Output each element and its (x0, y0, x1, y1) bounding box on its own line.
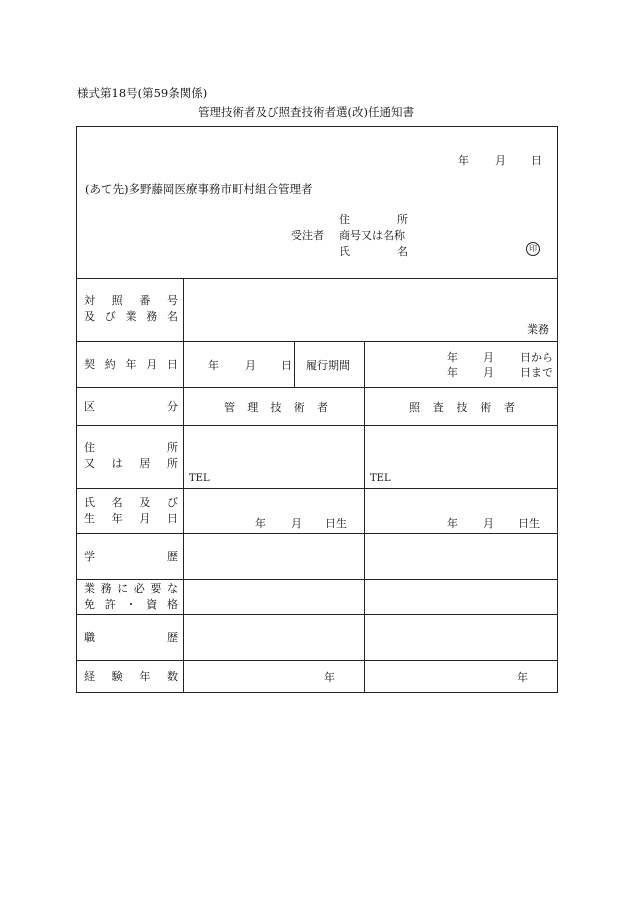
business-suffix: 業務 (527, 323, 549, 336)
manager-header-char: 理 (247, 401, 259, 414)
checker-birth-day: 日生 (518, 517, 540, 530)
checker-header-char: 技 (456, 401, 468, 414)
license-label-line-2-char: ・ (125, 598, 137, 611)
period-label-cell (295, 342, 365, 388)
career-label (77, 630, 183, 646)
education-label-char: 学 (84, 550, 95, 563)
license-label-cell (77, 580, 184, 615)
license-label-line-2-char: 免 (84, 598, 95, 611)
license-label-line-1-char: に (117, 582, 129, 595)
address-label-b: 所 (397, 213, 408, 226)
division-label-cell (77, 388, 184, 426)
license-label-line-1 (77, 581, 183, 597)
contract-year: 年 (208, 359, 219, 372)
name-label-line-2-char: 生 (84, 512, 95, 525)
experience-label-cell (77, 661, 184, 693)
license-label-line-1-char: 必 (133, 582, 145, 595)
ref-label-line-2-char: 業 (125, 310, 137, 323)
ref-label-line-2-char: 名 (167, 310, 178, 323)
address-label-line-2-char: 所 (166, 457, 178, 470)
address-label-line-1 (77, 440, 183, 456)
contract-month: 月 (245, 359, 256, 372)
name-label-line-1 (77, 495, 183, 511)
checker-header-char: 術 (480, 401, 492, 414)
name-label-line-2 (77, 511, 183, 527)
name-label-line-1-char: 及 (139, 496, 151, 509)
checker-header-char: 者 (504, 401, 515, 414)
license-label-line-1-char: 業 (84, 582, 95, 595)
company-label: 商号又は名称 (339, 229, 405, 242)
seal-mark: 印 (526, 242, 540, 256)
education-label (77, 549, 183, 565)
period-to-year: 年 (447, 366, 458, 379)
period-to-month: 月 (483, 366, 494, 379)
address-label-line-2-char: は (111, 457, 123, 470)
date-year: 年 (458, 154, 469, 167)
experience-label-char: 験 (111, 670, 123, 683)
education-label-cell (77, 534, 184, 580)
ref-label-line-1-char: 対 (84, 294, 95, 307)
date-month: 月 (495, 154, 506, 167)
license-label-line-2 (77, 597, 183, 613)
manager-education-cell[interactable] (184, 534, 365, 580)
address-label-cell (77, 426, 184, 489)
manager-header-char: 技 (270, 401, 282, 414)
name-label-cell (77, 489, 184, 534)
contract-label-char: 契 (84, 358, 95, 371)
ref-label-line-2-char: 及 (84, 310, 95, 323)
manager-header-char: 術 (293, 401, 305, 414)
checker-birth-year: 年 (447, 517, 458, 530)
name-label-line-2-char: 年 (111, 512, 123, 525)
name-label-line-2-char: 日 (166, 512, 178, 525)
notice-block (77, 127, 558, 279)
contract-date-cell[interactable] (184, 342, 295, 388)
license-label-line-1-char: な (166, 582, 178, 595)
division-label-char: 区 (84, 400, 95, 413)
address-label-line-2-char: 居 (139, 457, 151, 470)
manager-birth-month: 月 (291, 517, 302, 530)
ref-label-cell (77, 279, 184, 342)
contract-label-char: 年 (125, 358, 137, 371)
experience-label-char: 経 (84, 670, 95, 683)
career-label-char: 歴 (167, 631, 178, 644)
experience-label (77, 669, 183, 685)
contract-label (77, 357, 183, 373)
manager-license-cell[interactable] (184, 580, 365, 615)
checker-header-char: 照 (409, 401, 420, 414)
ref-label-line-2-char: び (104, 310, 116, 323)
ref-label-line-1 (77, 293, 183, 309)
date-day: 日 (531, 154, 542, 167)
checker-header-char: 査 (432, 401, 444, 414)
contract-label-char: 月 (146, 358, 158, 371)
period-to-day: 日まで (520, 366, 553, 379)
career-label-char: 職 (84, 631, 95, 644)
form-number: 様式第18号(第59条関係) (77, 86, 208, 100)
manager-header-char: 管 (224, 401, 235, 414)
license-label-line-2-char: 格 (167, 598, 178, 611)
career-label-cell (77, 615, 184, 661)
name-label-line-1-char: び (166, 496, 178, 509)
address-label-a: 住 (339, 213, 350, 226)
checker-address-cell[interactable] (365, 426, 558, 489)
manager-experience-cell[interactable] (184, 661, 365, 693)
manager-career-cell[interactable] (184, 615, 365, 661)
manager-experience-unit: 年 (324, 671, 335, 684)
manager-name-cell[interactable] (184, 489, 365, 534)
experience-label-char: 年 (139, 670, 151, 683)
contractor-label: 受注者 (291, 229, 324, 242)
contract-label-cell (77, 342, 184, 388)
period-from-month: 月 (483, 351, 494, 364)
ref-label-line-1-char: 照 (111, 294, 123, 307)
manager-birth-year: 年 (255, 517, 266, 530)
division-label-char: 分 (167, 400, 178, 413)
name-label-a: 氏 (339, 245, 350, 258)
ref-label-line-2-char: 務 (146, 310, 158, 323)
address-label-line-1-char: 所 (167, 441, 178, 454)
education-label-char: 歴 (167, 550, 178, 563)
ref-label-line-1-char: 号 (166, 294, 178, 307)
address-label-line-1-char: 住 (84, 441, 95, 454)
address-label-line-2 (77, 456, 183, 472)
checker-education-cell[interactable] (365, 534, 558, 580)
period-from-day: 日から (520, 351, 553, 364)
addressee: (あて先)多野藤岡医療事務市町村組合管理者 (85, 182, 313, 196)
checker-experience-cell[interactable] (365, 661, 558, 693)
ref-label-line-2 (77, 309, 183, 325)
name-label-line-1-char: 名 (111, 496, 123, 509)
contract-label-char: 日 (167, 358, 178, 371)
address-label-line-2-char: 又 (84, 457, 95, 470)
checker-name-cell[interactable] (365, 489, 558, 534)
name-label-line-2-char: 月 (139, 512, 151, 525)
license-label-line-1-char: 要 (150, 582, 162, 595)
checker-license-cell[interactable] (365, 580, 558, 615)
checker-birth-month: 月 (483, 517, 494, 530)
checker-career-cell[interactable] (365, 615, 558, 661)
license-label-line-2-char: 資 (146, 598, 158, 611)
checker-tel: TEL (370, 473, 391, 484)
checker-header-cell (365, 388, 558, 426)
contract-label-char: 約 (104, 358, 116, 371)
checker-header (409, 399, 515, 415)
contract-day: 日 (281, 359, 292, 372)
manager-header-char: 者 (317, 401, 328, 414)
checker-experience-unit: 年 (517, 671, 528, 684)
experience-label-char: 数 (166, 670, 178, 683)
manager-address-cell[interactable] (184, 426, 365, 489)
manager-header-cell (184, 388, 365, 426)
manager-birth-day: 日生 (325, 517, 347, 530)
division-label (77, 399, 183, 415)
document-title: 管理技術者及び照査技術者選(改)任通知書 (198, 105, 414, 119)
license-label-line-2-char: 許 (104, 598, 116, 611)
period-value-cell[interactable] (365, 342, 558, 388)
notice-form (76, 126, 558, 693)
license-label-line-1-char: 務 (100, 582, 112, 595)
ref-value-cell[interactable] (184, 279, 558, 342)
period-label: 履行期間 (306, 359, 350, 372)
name-label-line-1-char: 氏 (84, 496, 95, 509)
manager-tel: TEL (189, 473, 210, 484)
manager-header (224, 399, 328, 415)
name-label-b: 名 (397, 245, 408, 258)
ref-label-line-1-char: 番 (139, 294, 151, 307)
period-from-year: 年 (447, 351, 458, 364)
